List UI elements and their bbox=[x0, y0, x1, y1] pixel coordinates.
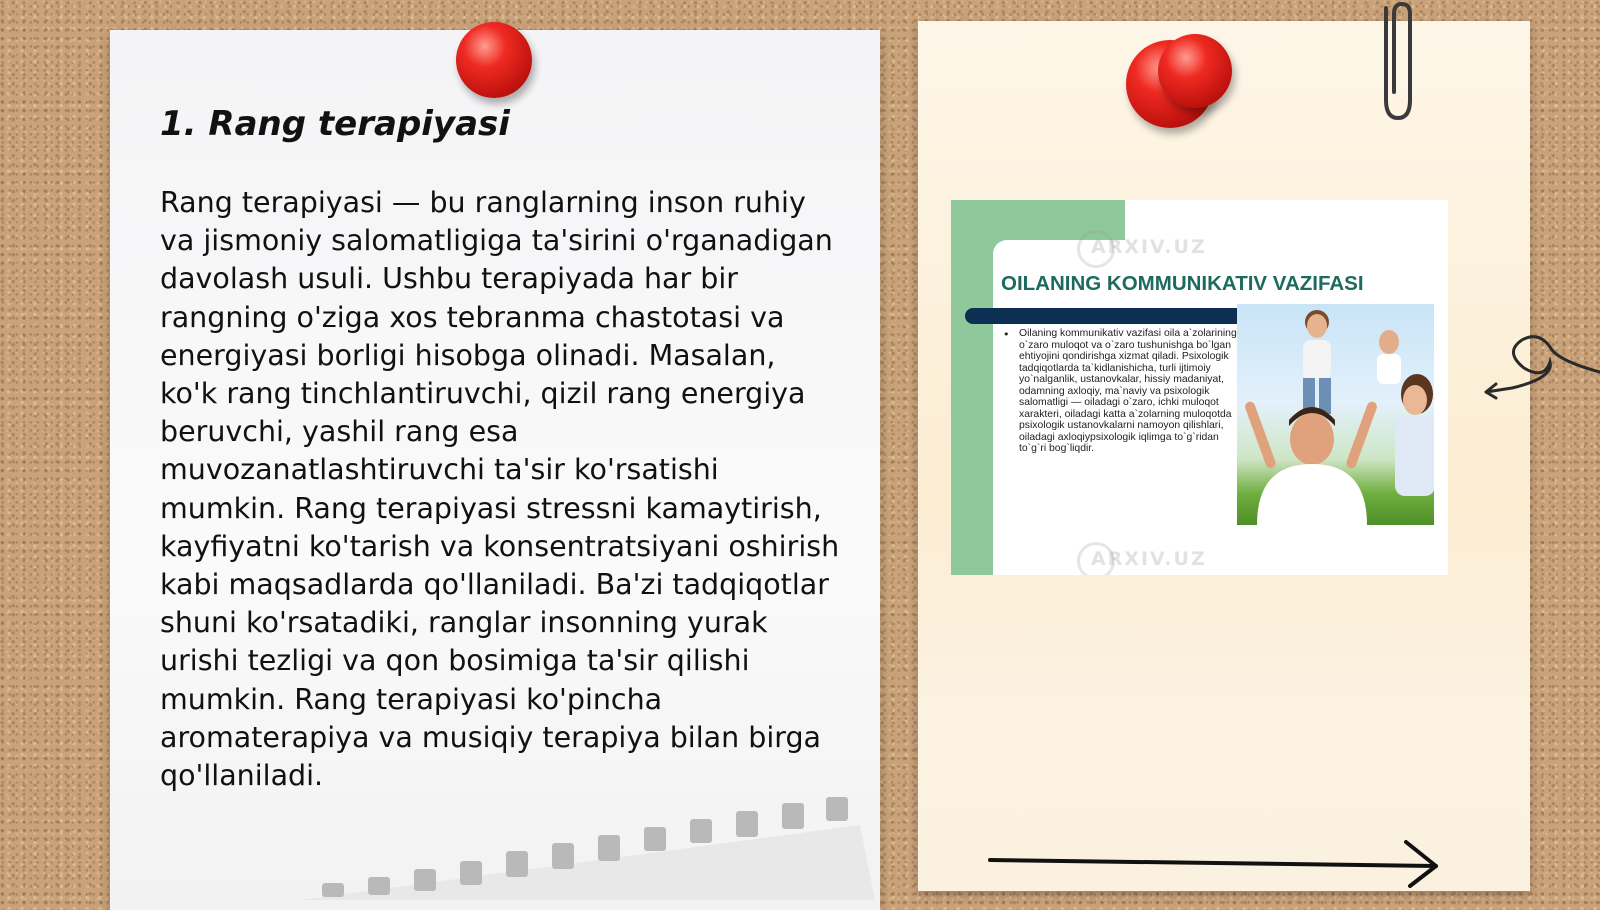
slide-bullet-text: Oilaning kommunikativ vazifasi oila a`zolarining o`zaro muloqot va o`zaro tushunishga bo`lgan ehtiyojini qondirishga xizmat qiladi. Psixologik tadqiqotlarda ta`kidlanishicha, turli ijtimoiy yo`nalganlik, ustanovkalar, hissiy madaniyat, odamning axloqiy, ma`naviy va psixologik salomatligi — oiladagi o`zaro, ichki muloqot xarakteri, oiladagi katta a`zolarning muloqotda psixologik ustanovkalarni namoyon qilishlari, oiladagi axloqiypsixologik iqlimga to`g`ridan to`g`ri bog`liqdir. bbox=[1019, 328, 1237, 454]
family-photo bbox=[1237, 304, 1434, 525]
arrow-right-icon bbox=[986, 838, 1448, 890]
red-pushpin-icon bbox=[1158, 34, 1232, 108]
red-pushpin-icon bbox=[456, 22, 532, 98]
slide-title-bar bbox=[965, 308, 1239, 324]
slide-title: OILANING KOMMUNIKATIV VAZIFASI bbox=[1001, 272, 1364, 295]
paper-clip-icon bbox=[1372, 0, 1418, 125]
torn-tabs-decoration bbox=[300, 795, 880, 900]
body-paragraph: Rang terapiyasi — bu ranglarning inson ruhiy va jismoniy salomatligiga ta'sirini o'rganadigan davolash usuli. Ushbu terapiyada har bir rangning o'ziga xos tebranma chastotasi va energiyasi borligi hisobga olinadi. Masalan, ko'k rang tinchlantiruvchi, qizil rang energiya beruvchi, yashil rang esa muvozanatlashtiruvchi ta'sir ko'rsatishi mumkin. Rang terapiyasi stressni kamaytirish, kayfiyatni ko'tarish va konsentratsiyani oshirish kabi maqsadlarda qo'llaniladi. Ba'zi tadqiqotlar shuni ko'rsatadiki, ranglar insonning yurak urishi tezligi va qon bosimiga ta'sir qilishi mumkin. Rang terapiyasi ko'pincha aromaterapiya va musiqiy terapiya bilan birga qo'llaniladi. bbox=[160, 186, 840, 793]
section-title: 1. Rang terapiyasi bbox=[160, 104, 510, 144]
curly-arrow-icon bbox=[1482, 310, 1600, 410]
slide-thumbnail bbox=[951, 200, 1448, 575]
bullet-icon: • bbox=[1003, 328, 1010, 341]
watermark-top: ARXIV.UZ bbox=[1091, 236, 1207, 258]
watermark-bottom: ARXIV.UZ bbox=[1091, 548, 1207, 570]
